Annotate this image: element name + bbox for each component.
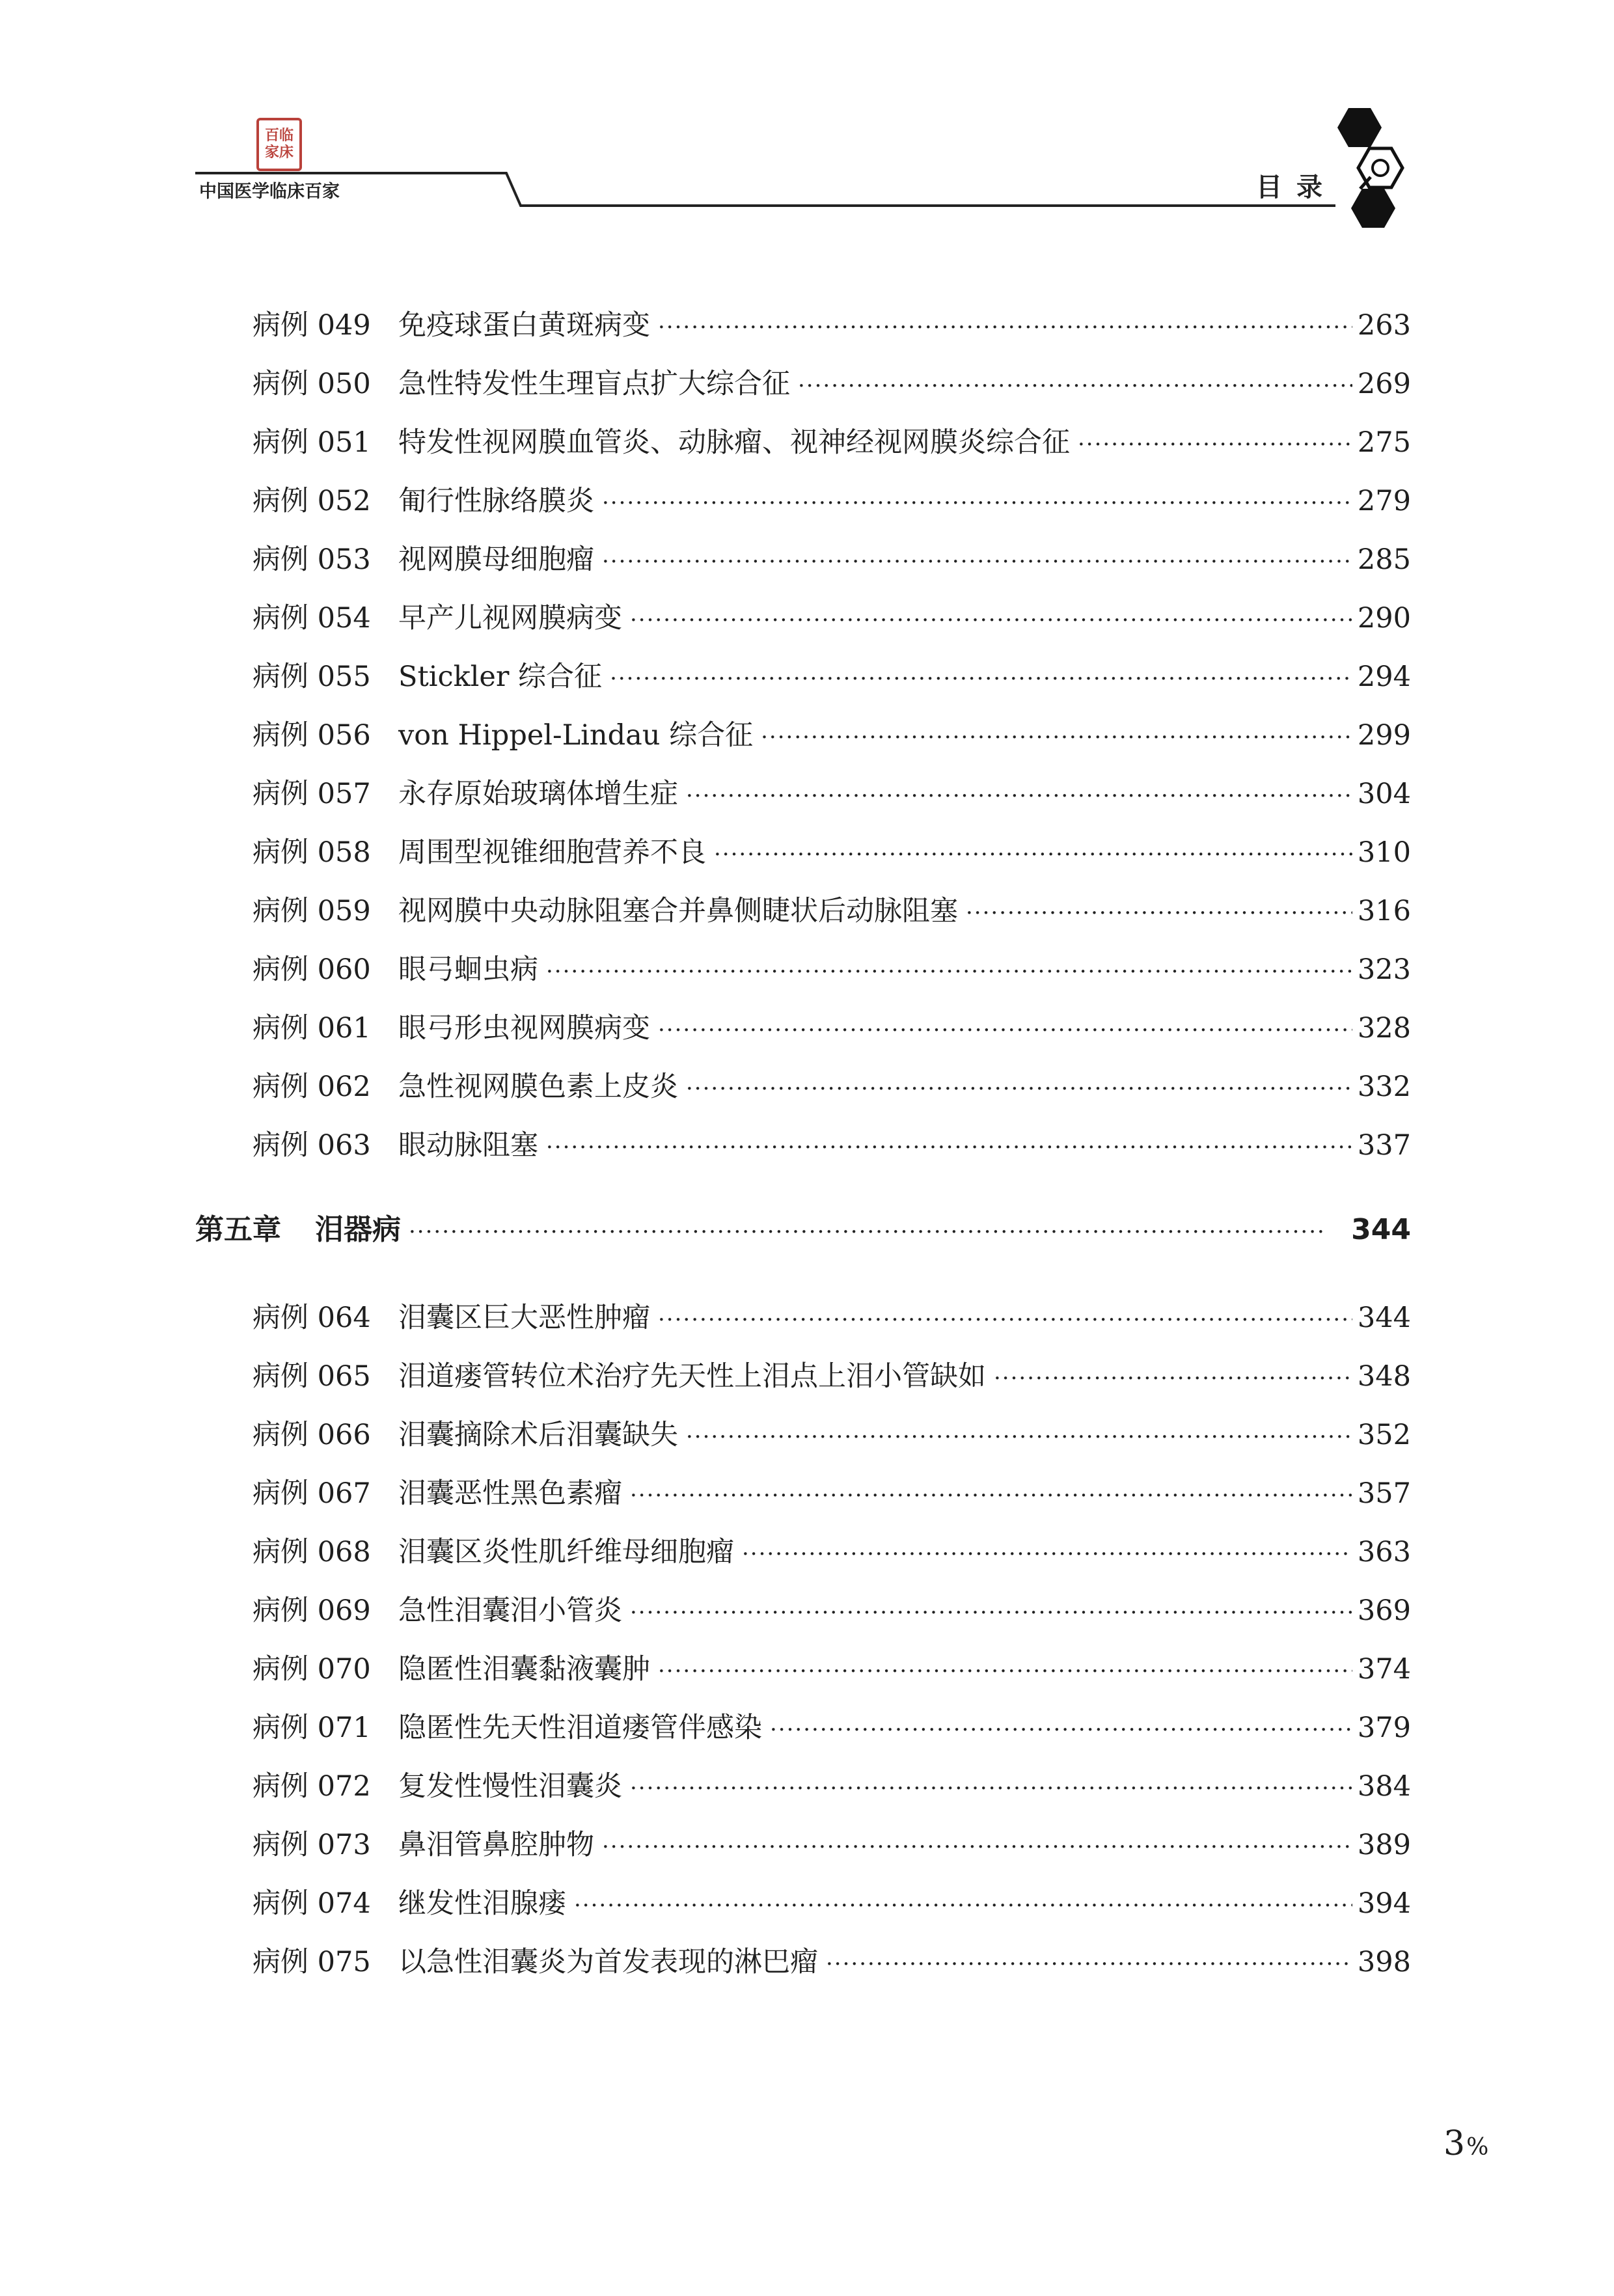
page-number: 275 [1357, 426, 1411, 459]
toc-entry[interactable] [0, 420, 1614, 465]
entry-title: 泪囊区炎性肌纤维母细胞瘤 [398, 1536, 734, 1568]
page-folio [1443, 2124, 1488, 2163]
dot-leader [658, 1648, 1352, 1694]
toc-entry[interactable] [0, 1764, 1614, 1809]
case-number: 病例 066 [253, 1419, 371, 1451]
seal-line-2: 家床 [264, 144, 294, 161]
entry-title: 早产儿视网膜病变 [398, 602, 622, 635]
case-number: 病例 057 [253, 778, 371, 810]
toc-entry[interactable] [0, 1529, 1614, 1575]
toc-entry[interactable] [0, 1123, 1614, 1168]
entry-title: Stickler 综合征 [398, 661, 603, 693]
page-number: 352 [1357, 1419, 1411, 1451]
toc-entry[interactable] [0, 830, 1614, 875]
dot-leader [714, 832, 1352, 877]
toc-entry[interactable] [0, 771, 1614, 817]
chapter-heading[interactable] [195, 1207, 1411, 1253]
toc-entry[interactable] [0, 537, 1614, 582]
page-number: 384 [1357, 1770, 1411, 1803]
case-number: 病例 067 [253, 1477, 371, 1510]
entry-title: 急性特发性生理盲点扩大综合征 [398, 368, 790, 400]
seal-line-1: 百临 [264, 128, 294, 144]
toc-entry[interactable] [0, 1412, 1614, 1458]
page-number: 357 [1357, 1477, 1411, 1510]
toc-entry[interactable] [0, 478, 1614, 524]
entry-title: 眼弓蛔虫病 [398, 953, 538, 986]
dot-leader [602, 539, 1352, 584]
toc-entry[interactable] [0, 1939, 1614, 1985]
case-number: 病例 055 [253, 661, 371, 693]
dot-leader [798, 363, 1352, 409]
page-number: 369 [1357, 1594, 1411, 1627]
toc-entry[interactable] [0, 1705, 1614, 1751]
series-name: 中国医学临床百家 [199, 182, 340, 202]
case-number: 病例 054 [253, 602, 371, 635]
toc-entry[interactable] [0, 947, 1614, 992]
chapter-label: 第五章 [195, 1213, 281, 1246]
page-number: 374 [1357, 1653, 1411, 1686]
page-number: 337 [1357, 1129, 1411, 1162]
entry-title: 泪囊区巨大恶性肿瘤 [398, 1302, 650, 1334]
case-number: 病例 052 [253, 485, 371, 517]
case-number: 病例 075 [253, 1946, 371, 1978]
case-number: 病例 053 [253, 543, 371, 576]
chapter-title: 泪器病 [315, 1213, 401, 1246]
dot-leader [826, 1941, 1352, 1987]
case-number: 病例 049 [253, 309, 371, 342]
toc-entry[interactable] [0, 595, 1614, 641]
dot-leader [686, 1066, 1352, 1112]
case-number: 病例 061 [253, 1012, 371, 1045]
page-number: 394 [1357, 1887, 1411, 1920]
case-number: 病例 051 [253, 426, 371, 459]
case-number: 病例 064 [253, 1302, 371, 1334]
folio-ornament-icon: % [1466, 2134, 1489, 2161]
dot-leader [770, 1707, 1352, 1753]
case-number: 病例 069 [253, 1594, 371, 1627]
case-number: 病例 073 [253, 1829, 371, 1861]
toc-entry[interactable] [0, 1295, 1614, 1341]
case-number: 病例 062 [253, 1071, 371, 1103]
page-number: 310 [1357, 836, 1411, 869]
entry-title: 视网膜中央动脉阻塞合并鼻侧睫状后动脉阻塞 [398, 895, 958, 927]
entry-title: 眼弓形虫视网膜病变 [398, 1012, 650, 1045]
dot-leader [658, 305, 1352, 350]
entry-title: 继发性泪腺瘘 [398, 1887, 566, 1920]
dot-leader [1078, 422, 1352, 467]
page-number: 348 [1357, 1360, 1411, 1393]
entry-title: 复发性慢性泪囊炎 [398, 1770, 622, 1803]
entry-title: 泪囊恶性黑色素瘤 [398, 1477, 622, 1510]
toc-entry[interactable] [0, 1005, 1614, 1051]
page-number: 290 [1357, 602, 1411, 635]
case-number: 病例 063 [253, 1129, 371, 1162]
header-rule [0, 0, 1614, 234]
dot-leader [630, 1590, 1352, 1635]
entry-title: 永存原始玻璃体增生症 [398, 778, 678, 810]
page-number: 316 [1357, 895, 1411, 927]
dot-leader [686, 1414, 1352, 1460]
entry-title: 眼动脉阻塞 [398, 1129, 538, 1162]
toc-entry[interactable] [0, 1588, 1614, 1633]
dot-leader [658, 1007, 1352, 1053]
chapter-page-number: 344 [1351, 1213, 1411, 1246]
entry-title: 急性视网膜色素上皮炎 [398, 1071, 678, 1103]
hexagon-ornament-icon [1337, 108, 1402, 228]
dot-leader [630, 1473, 1352, 1518]
case-number: 病例 050 [253, 368, 371, 400]
case-number: 病例 071 [253, 1712, 371, 1744]
page-number: 294 [1357, 661, 1411, 693]
case-number: 病例 056 [253, 719, 371, 752]
case-number: 病例 060 [253, 953, 371, 986]
toc-entry[interactable] [0, 1822, 1614, 1868]
entry-title: 急性泪囊泪小管炎 [398, 1594, 622, 1627]
page-number: 323 [1357, 953, 1411, 986]
case-number: 病例 058 [253, 836, 371, 869]
page-number: 389 [1357, 1829, 1411, 1861]
dot-leader [630, 1766, 1352, 1811]
dot-leader [994, 1356, 1352, 1401]
toc-entry[interactable] [0, 1471, 1614, 1516]
dot-leader [602, 1824, 1352, 1870]
page-number: 332 [1357, 1071, 1411, 1103]
dot-leader [761, 715, 1352, 760]
entry-title: 特发性视网膜血管炎、动脉瘤、视神经视网膜炎综合征 [398, 426, 1070, 459]
toc-entry[interactable] [0, 713, 1614, 758]
dot-leader [658, 1297, 1352, 1343]
entry-title: von Hippel-Lindau 综合征 [398, 719, 754, 752]
page-number: 263 [1357, 309, 1411, 342]
page-number: 363 [1357, 1536, 1411, 1568]
dot-leader [602, 480, 1352, 526]
entry-title: 隐匿性泪囊黏液囊肿 [398, 1653, 650, 1686]
page-number: 344 [1357, 1302, 1411, 1334]
page-number: 398 [1357, 1946, 1411, 1978]
toc-entry[interactable] [0, 1881, 1614, 1926]
page-number: 304 [1357, 778, 1411, 810]
entry-title: 以急性泪囊炎为首发表现的淋巴瘤 [398, 1946, 818, 1978]
entry-title: 泪囊摘除术后泪囊缺失 [398, 1419, 678, 1451]
entry-title: 周围型视锥细胞营养不良 [398, 836, 706, 869]
dot-leader [742, 1531, 1352, 1577]
toc-entry[interactable] [0, 654, 1614, 700]
case-number: 病例 074 [253, 1887, 371, 1920]
toc-entry[interactable] [0, 303, 1614, 348]
dot-leader [409, 1209, 1325, 1255]
dot-leader [966, 890, 1352, 936]
entry-title: 隐匿性先天性泪道瘘管伴感染 [398, 1712, 762, 1744]
toc-entry[interactable] [0, 888, 1614, 934]
toc-entry[interactable] [0, 361, 1614, 407]
entry-title: 匍行性脉络膜炎 [398, 485, 594, 517]
toc-entry[interactable] [0, 1647, 1614, 1692]
dot-leader [546, 1125, 1352, 1170]
case-number: 病例 070 [253, 1653, 371, 1686]
case-number: 病例 059 [253, 895, 371, 927]
toc-entry[interactable] [0, 1354, 1614, 1399]
toc-entry[interactable] [0, 1064, 1614, 1110]
case-number: 病例 068 [253, 1536, 371, 1568]
page-number: 299 [1357, 719, 1411, 752]
page-number: 269 [1357, 368, 1411, 400]
entry-title: 免疫球蛋白黄斑病变 [398, 309, 650, 342]
folio-number: 3 [1443, 2124, 1466, 2163]
case-number: 病例 072 [253, 1770, 371, 1803]
entry-title: 鼻泪管鼻腔肿物 [398, 1829, 594, 1861]
page-number: 279 [1357, 485, 1411, 517]
dot-leader [630, 597, 1352, 643]
page-number: 328 [1357, 1012, 1411, 1045]
dot-leader [686, 773, 1352, 819]
section-title: 目录 [1256, 172, 1337, 202]
case-number: 病例 065 [253, 1360, 371, 1393]
entry-title: 泪道瘘管转位术治疗先天性上泪点上泪小管缺如 [398, 1360, 986, 1393]
dot-leader [546, 949, 1352, 994]
entry-title: 视网膜母细胞瘤 [398, 543, 594, 576]
dot-leader [574, 1883, 1352, 1928]
page-number: 285 [1357, 543, 1411, 576]
page-number: 379 [1357, 1712, 1411, 1744]
dot-leader [610, 656, 1352, 702]
